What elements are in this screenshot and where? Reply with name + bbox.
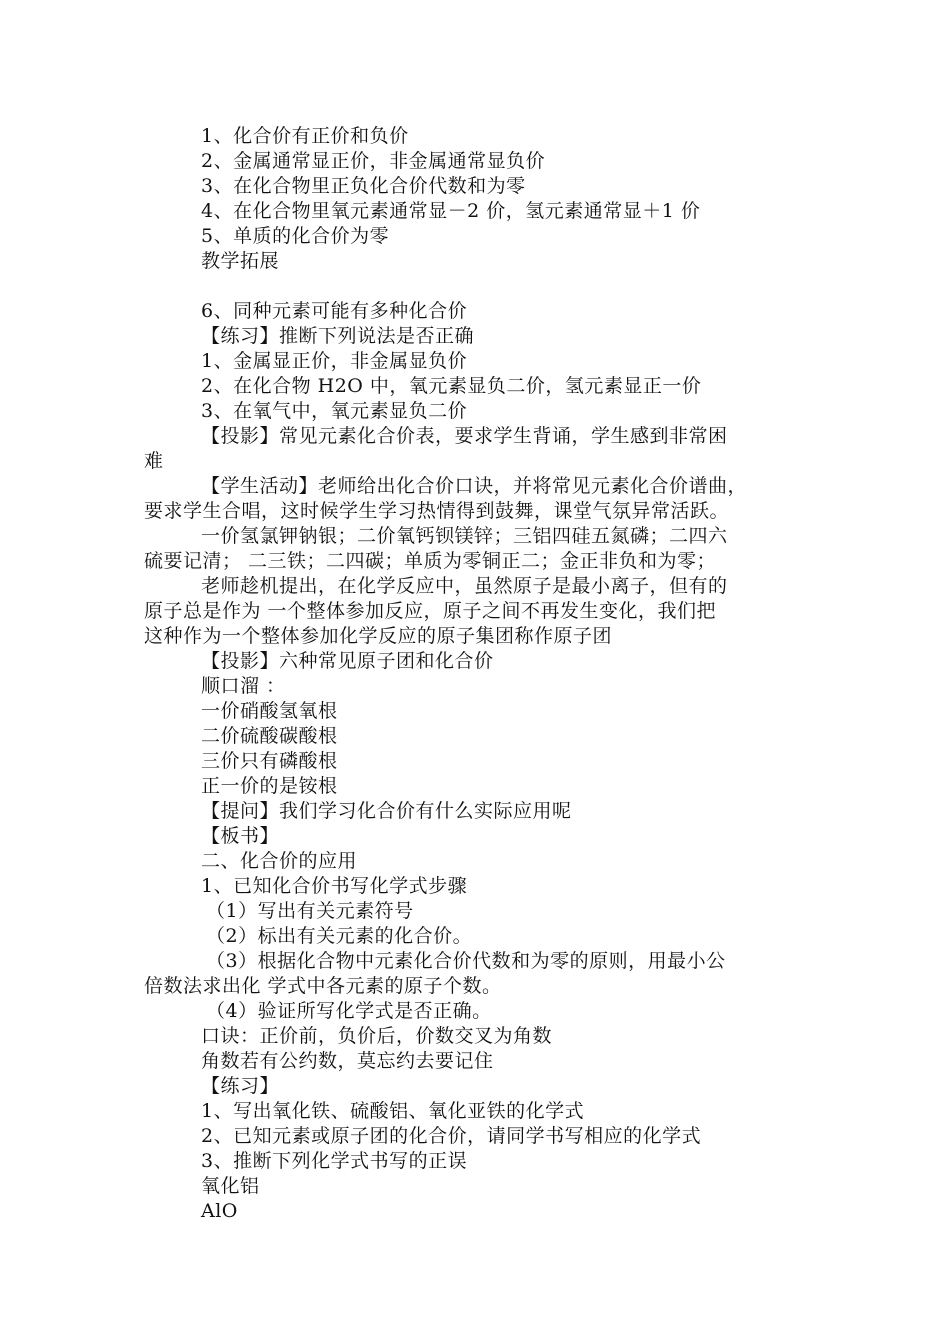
text-line: 5、单质的化合价为零 [201, 225, 390, 247]
text-line: 1、金属显正价，非金属显负价 [201, 350, 468, 372]
text-line: AlO [201, 1200, 238, 1222]
text-line: 倍数法求出化 学式中各元素的原子个数。 [144, 975, 502, 997]
text-line: （2）标出有关元素的化合价。 [206, 925, 473, 947]
text-line: 6、同种元素可能有多种化合价 [201, 300, 468, 322]
text-line: 顺口溜 ： [201, 675, 286, 697]
text-line: 【提问】我们学习化合价有什么实际应用呢 [201, 800, 572, 822]
text-line: 硫要记清； 二三铁；二四碳；单质为零铜正二；金正非负和为零； [144, 550, 717, 572]
text-line: 角数若有公约数，莫忘约去要记住 [201, 1050, 494, 1072]
text-line: 2、在化合物 H2O 中，氧元素显负二价，氢元素显正一价 [201, 375, 702, 397]
text-line: 原子总是作为 一个整体参加反应，原子之间不再发生变化，我们把 [144, 600, 717, 622]
text-line: 【投影】六种常见原子团和化合价 [201, 650, 494, 672]
text-line: 要求学生合唱，这时候学生学习热情得到鼓舞，课堂气氛异常活跃。 [144, 500, 730, 522]
text-line: 【投影】常见元素化合价表，要求学生背诵，学生感到非常困 [201, 425, 728, 447]
text-line: 1、化合价有正价和负价 [201, 125, 409, 147]
text-line: 难 [144, 450, 164, 472]
text-line: （4）验证所写化学式是否正确。 [206, 1000, 492, 1022]
text-line: 1、已知化合价书写化学式步骤 [201, 875, 468, 897]
text-line: 二、化合价的应用 [201, 850, 358, 872]
text-line: 4、在化合物里氧元素通常显－2 价，氢元素通常显＋1 价 [201, 200, 701, 222]
text-line: 一价硝酸氢氧根 [201, 700, 338, 722]
text-line: 3、在化合物里正负化合价代数和为零 [201, 175, 526, 197]
text-line: 2、金属通常显正价，非金属通常显负价 [201, 150, 546, 172]
text-line: （3）根据化合物中元素化合价代数和为零的原则，用最小公 [206, 950, 726, 972]
text-line: （1）写出有关元素符号 [206, 900, 414, 922]
text-line: 这种作为一个整体参加化学反应的原子集团称作原子团 [144, 625, 613, 647]
text-line: 2、已知元素或原子团的化合价，请同学书写相应的化学式 [201, 1125, 702, 1147]
text-line: 三价只有磷酸根 [201, 750, 338, 772]
text-line: 氧化铝 [201, 1175, 260, 1197]
section-heading: 教学拓展 [201, 250, 280, 272]
text-line: 正一价的是铵根 [201, 775, 338, 797]
text-line: 3、在氧气中，氧元素显负二价 [201, 400, 468, 422]
text-line: 二价硫酸碳酸根 [201, 725, 338, 747]
text-line: 【练习】推断下列说法是否正确 [201, 325, 475, 347]
text-line: 老师趁机提出，在化学反应中，虽然原子是最小离子，但有的 [201, 575, 728, 597]
text-line: 一价氢氯钾钠银；二价氧钙钡镁锌；三铝四硅五氮磷；二四六 [201, 525, 728, 547]
text-line: 3、推断下列化学式书写的正误 [201, 1150, 468, 1172]
text-line: 【练习】 [201, 1075, 280, 1097]
text-line: 【学生活动】老师给出化合价口诀，并将常见元素化合价谱曲， [201, 475, 748, 497]
text-line: 口诀：正价前，负价后，价数交叉为角数 [201, 1025, 553, 1047]
text-line: 1、写出氧化铁、硫酸铝、氧化亚铁的化学式 [201, 1100, 585, 1122]
text-line: 【板书】 [201, 825, 280, 847]
